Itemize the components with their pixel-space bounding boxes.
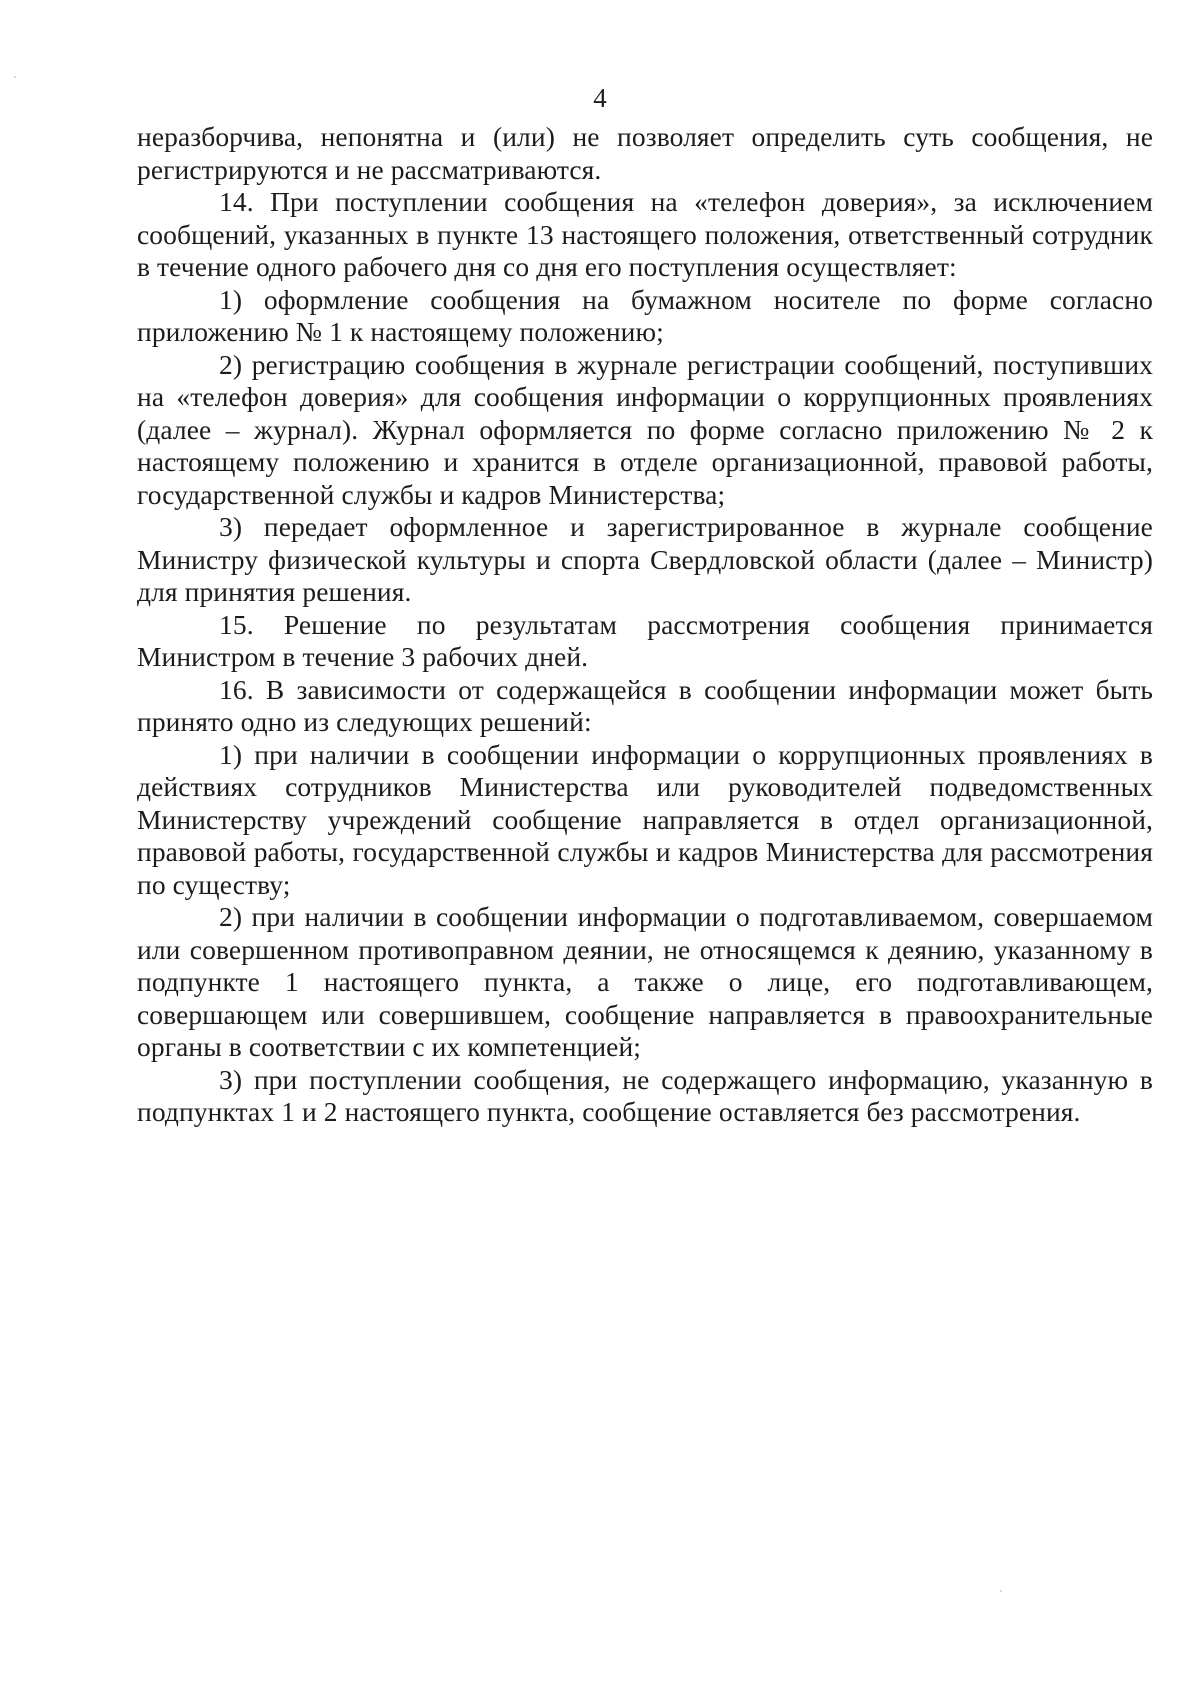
paragraph-13-continuation: неразборчива, непонятна и (или) не позволяет определить суть сообщения, не регистрируются и не рассматриваются. — [137, 121, 1153, 185]
document-body — [137, 121, 1153, 1129]
paragraph-14-item-1: 1) оформление сообщения на бумажном носителе по форме согласно приложению № 1 к настоящему положению; — [137, 283, 1153, 347]
paragraph-16-item-2: 2) при наличии в сообщении информации о подготавливаемом, совершаемом или совершенном противоправном деянии, не относящемся к деянию, указанному в подпункте 1 настоящего пункта, а также о лице, его подготавливающем, совершающем или совершившем, сообщение направляется в правоохранительные органы в соответствии с их компетенцией; — [137, 901, 1153, 1062]
scan-artifact — [14, 76, 16, 78]
scan-artifact — [1000, 1590, 1002, 1592]
paragraph-16-item-1: 1) при наличии в сообщении информации о коррупционных проявлениях в действиях сотрудников Министерства или руководителей подведомственных Министерству учреждений сообщение направляется в отдел организационной, правовой работы, государственной службы и кадров Министерства для рассмотрения по существу; — [137, 738, 1153, 900]
paragraph-15: 15. Решение по результатам рассмотрения сообщения принимается Министром в течение 3 рабочих дней. — [137, 608, 1153, 672]
page-number: 4 — [593, 83, 607, 113]
paragraph-16-item-3: 3) при поступлении сообщения, не содержащего информацию, указанную в подпунктах 1 и 2 настоящего пункта, сообщение оставляется без рассмотрения. — [137, 1063, 1153, 1127]
paragraph-14: 14. При поступлении сообщения на «телефон доверия», за исключением сообщений, указанных в пункте 13 настоящего положения, ответственный сотрудник в течение одного рабочего дня со дня его поступления осуществляет: — [137, 186, 1153, 282]
paragraph-16: 16. В зависимости от содержащейся в сообщении информации может быть принято одно из следующих решений: — [137, 673, 1153, 737]
paragraph-14-item-3: 3) передает оформленное и зарегистрированное в журнале сообщение Министру физической культуры и спорта Свердловской области (далее – Министр) для принятия решения. — [137, 511, 1153, 607]
paragraph-14-item-2: 2) регистрацию сообщения в журнале регистрации сообщений, поступивших на «телефон доверия» для сообщения информации о коррупционных проявлениях (далее – журнал). Журнал оформляется по форме согласно приложению № 2 к настоящему положению и хранится в отделе организационной, правовой работы, государственной службы и кадров Министерства; — [137, 348, 1153, 510]
